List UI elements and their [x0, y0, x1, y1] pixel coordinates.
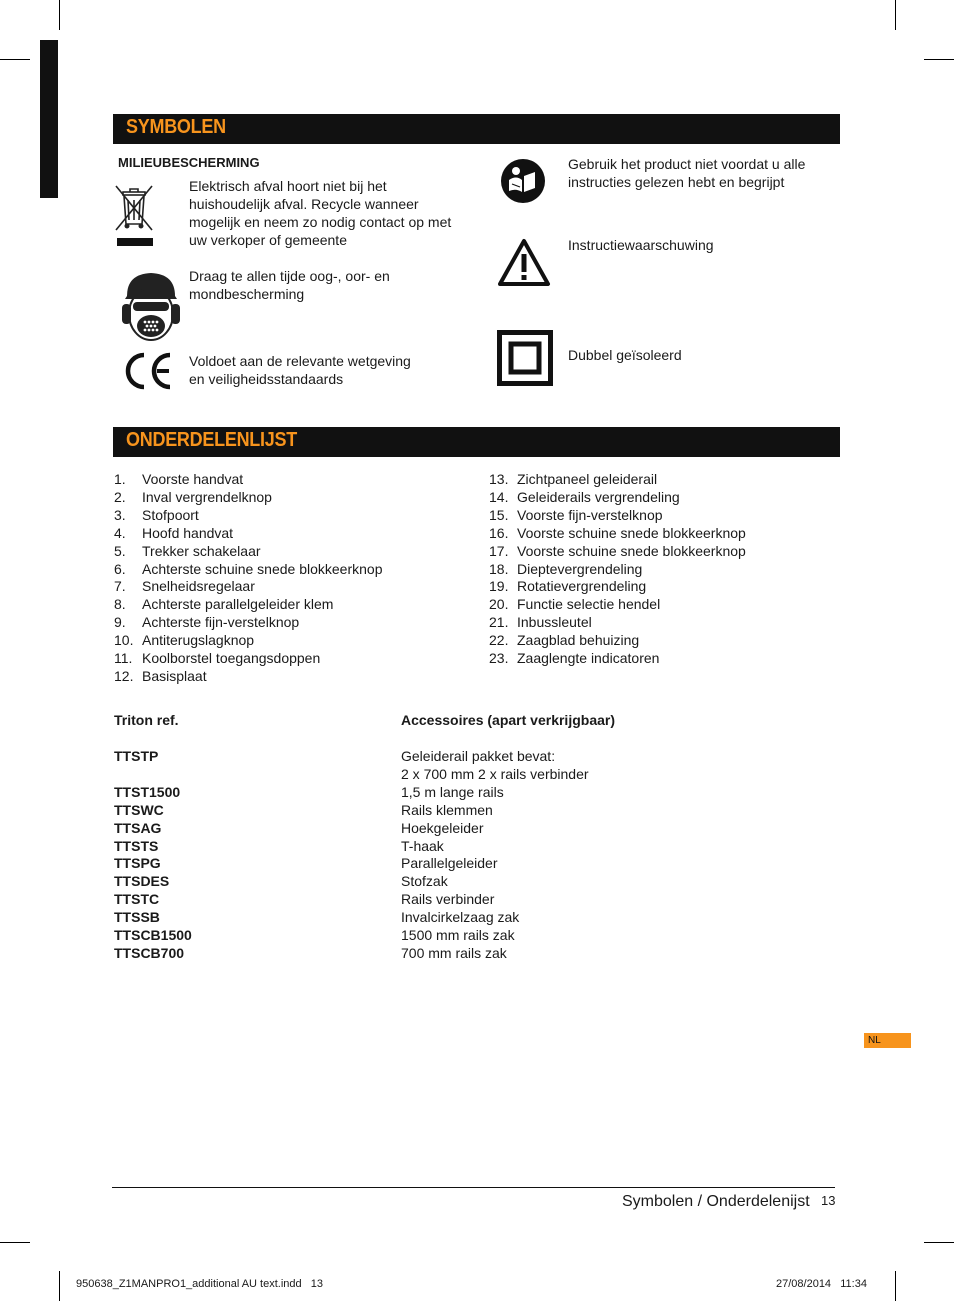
crop-mark — [59, 0, 60, 30]
part-number: 5. — [114, 542, 126, 559]
part-label: Voorste schuine snede blokkeerknop — [517, 542, 746, 559]
parts-list-item — [489, 506, 663, 524]
accessories-desc-header: Accessoires (apart verkrijgbaar) — [401, 712, 615, 728]
part-number: 20. — [489, 596, 509, 613]
part-label: Inval vergrendelknop — [142, 488, 272, 505]
ppe-text-line: mondbescherming — [189, 286, 305, 302]
part-number: 8. — [114, 596, 126, 613]
part-label: Zichtpaneel geleiderail — [517, 471, 658, 487]
accessory-description: Geleiderail pakket bevat: — [401, 748, 556, 764]
part-label: Rotatievergrendeling — [517, 578, 647, 595]
part-label: Geleiderails vergrendeling — [517, 488, 680, 505]
accessory-ref: TTSTC — [114, 891, 160, 908]
parts-list-item — [489, 524, 746, 542]
parts-list-item — [114, 649, 320, 667]
parts-list-item — [114, 560, 382, 578]
part-number: 1. — [114, 471, 126, 487]
crop-mark — [0, 1242, 30, 1243]
accessory-ref: TTSWC — [114, 801, 164, 818]
parts-list-item — [114, 506, 199, 524]
parts-list-item — [114, 631, 254, 649]
parts-list-item — [114, 595, 333, 613]
ce-text-line: Voldoet aan de relevante wetgeving — [189, 353, 411, 369]
manual-text-line: instructies gelezen hebt en begrijpt — [568, 174, 785, 190]
accessory-ref: TTSTS — [114, 837, 159, 854]
accessory-ref: TTSTP — [114, 748, 159, 764]
part-label: Functie selectie hendel — [517, 596, 661, 613]
accessory-ref: TTSDES — [114, 873, 170, 890]
crop-mark — [895, 0, 896, 30]
warning-text: Instructiewaarschuwing — [568, 237, 714, 253]
weee-text-line: mogelijk en neem zo nodig contact op met — [189, 214, 452, 230]
part-number: 14. — [489, 488, 509, 505]
parts-list-item — [489, 577, 646, 595]
accessory-description: Stofzak — [401, 873, 448, 890]
parts-list-item — [114, 542, 261, 560]
language-tab — [864, 1033, 911, 1048]
parts-list-item — [114, 524, 233, 542]
crop-mark — [59, 1271, 60, 1301]
parts-list-item — [114, 577, 255, 595]
part-number: 3. — [114, 506, 126, 523]
manual-text-line: Gebruik het product niet voordat u alle — [568, 156, 806, 172]
part-label: Inbussleutel — [517, 614, 592, 631]
part-number: 16. — [489, 524, 509, 541]
part-label: Voorste fijn-verstelknop — [517, 506, 663, 523]
accessory-description: 1,5 m lange rails — [401, 783, 504, 800]
parts-section-title: ONDERDELENLIJST — [126, 429, 297, 451]
part-number: 4. — [114, 524, 126, 541]
part-label: Achterste parallelgeleider klem — [142, 596, 334, 613]
part-number: 12. — [114, 667, 134, 684]
parts-list-item — [489, 631, 639, 649]
part-number: 23. — [489, 650, 509, 666]
parts-list-item — [114, 613, 299, 631]
slug-filename: 950638_Z1MANPRO1_additional AU text.indd 13 — [76, 1278, 324, 1290]
footer-section-name: Symbolen / Onderdelenijst — [622, 1193, 810, 1210]
ce-text-line: en veiligheidsstandaards — [189, 371, 344, 387]
ppe-text-line: Draag te allen tijde oog-, oor- en — [189, 268, 390, 284]
part-label: Trekker schakelaar — [142, 542, 261, 559]
ce-mark-icon — [122, 351, 176, 396]
accessory-ref: TTSAG — [114, 819, 162, 836]
parts-list-item — [489, 595, 660, 613]
part-number: 22. — [489, 632, 509, 649]
weee-text-line: uw verkoper of gemeente — [189, 232, 347, 248]
crop-mark — [924, 59, 954, 60]
parts-list-item — [489, 488, 680, 506]
crop-mark — [924, 1242, 954, 1243]
accessory-description: Rails verbinder — [401, 891, 495, 908]
accessories-ref-header: Triton ref. — [114, 712, 179, 728]
symbols-section-title: SYMBOLEN — [126, 116, 226, 138]
part-number: 17. — [489, 542, 509, 559]
weee-bin-icon — [113, 184, 155, 253]
footer-rule — [112, 1187, 835, 1188]
accessory-ref: TTSCB1500 — [114, 927, 192, 943]
part-label: Zaagblad behuizing — [517, 632, 640, 649]
crop-mark — [895, 1271, 896, 1301]
part-label: Stofpoort — [142, 506, 199, 523]
env-heading: MILIEUBESCHERMING — [118, 155, 260, 170]
part-number: 7. — [114, 578, 126, 595]
warning-triangle-icon — [497, 238, 551, 293]
accessory-description: T-haak — [401, 837, 444, 854]
part-number: 9. — [114, 614, 126, 631]
accessory-ref: TTST1500 — [114, 783, 181, 800]
accessory-ref: TTSCB700 — [114, 944, 185, 961]
part-number: 19. — [489, 578, 509, 595]
part-label: Zaaglengte indicatoren — [517, 650, 660, 666]
parts-list-item — [489, 470, 657, 488]
part-number: 13. — [489, 471, 509, 487]
accessory-description: Hoekgeleider — [401, 819, 484, 836]
accessory-ref: TTSPG — [114, 855, 161, 872]
part-number: 15. — [489, 506, 509, 523]
accessory-description: 700 mm rails zak — [401, 944, 507, 961]
part-number: 18. — [489, 560, 509, 577]
crop-mark — [0, 59, 30, 60]
parts-list-item — [114, 488, 272, 506]
parts-list-item — [114, 667, 207, 685]
footer-page-number: 13 — [821, 1193, 836, 1208]
part-number: 21. — [489, 614, 509, 631]
part-label: Hoofd handvat — [142, 524, 234, 541]
part-label: Snelheidsregelaar — [142, 578, 255, 595]
accessory-description: 1500 mm rails zak — [401, 927, 515, 943]
parts-list-item — [489, 542, 746, 560]
accessory-description: Parallelgeleider — [401, 855, 498, 872]
part-number: 11. — [114, 650, 133, 666]
part-number: 10. — [114, 632, 134, 649]
ppe-head-icon — [119, 270, 183, 347]
double-insulated-text: Dubbel geïsoleerd — [568, 347, 682, 363]
accessory-ref: TTSSB — [114, 909, 160, 926]
part-label: Basisplaat — [142, 667, 207, 684]
part-label: Antiterugslagknop — [142, 632, 255, 649]
part-label: Dieptevergrendeling — [517, 560, 643, 577]
part-label: Achterste schuine snede blokkeerknop — [142, 560, 383, 577]
part-label: Voorste handvat — [142, 471, 244, 487]
accessory-description: Invalcirkelzaag zak — [401, 909, 520, 926]
slug-datetime: 27/08/2014 11:34 — [776, 1278, 867, 1290]
read-manual-icon — [500, 158, 546, 209]
part-number: 6. — [114, 560, 126, 577]
language-tab-label: NL — [868, 1035, 881, 1046]
weee-text-line: Elektrisch afval hoort niet bij het — [189, 178, 387, 194]
part-label: Voorste schuine snede blokkeerknop — [517, 524, 746, 541]
parts-list-item — [489, 649, 659, 667]
accessory-description: Rails klemmen — [401, 801, 493, 818]
parts-list-item — [489, 613, 592, 631]
double-insulated-icon — [497, 330, 553, 391]
parts-list-item — [489, 560, 642, 578]
weee-text-line: huishoudelijk afval. Recycle wanneer — [189, 196, 419, 212]
parts-list-item — [114, 470, 243, 488]
side-tab-bar — [40, 40, 58, 198]
part-label: Koolborstel toegangsdoppen — [142, 650, 321, 666]
part-label: Achterste fijn-verstelknop — [142, 614, 300, 631]
accessory-description: 2 x 700 mm 2 x rails verbinder — [401, 765, 589, 782]
part-number: 2. — [114, 488, 126, 505]
